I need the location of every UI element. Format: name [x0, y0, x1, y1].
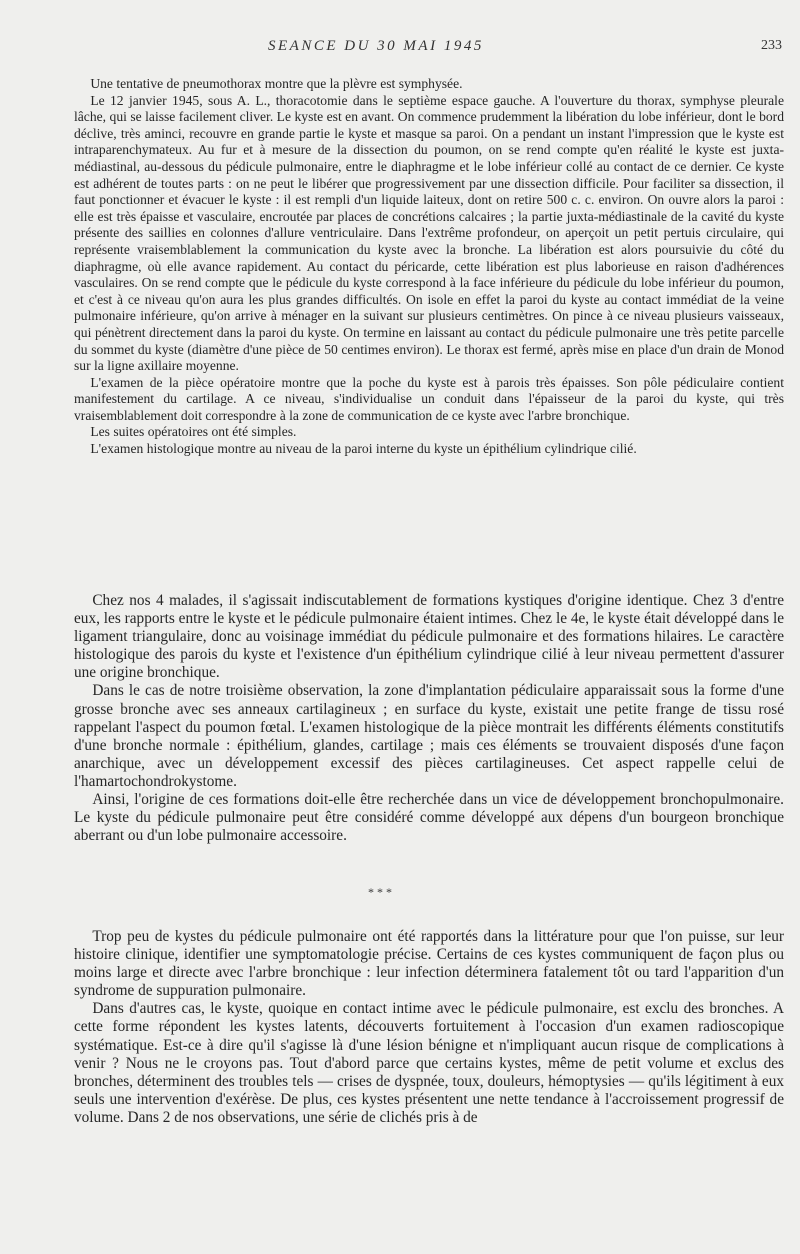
- paragraph: Dans d'autres cas, le kyste, quoique en contact intime avec le pédicule pulmonaire, est exclu des bronches. A cette forme répondent les kystes latents, découverts fortuitement à l'occasion d'un examen radioscopique systématique. Est-ce à dire qu'il s'agisse là d'une lésion bénigne et n'impliquant aucun risque de complications à venir ? Nous ne le croyons pas. Tout d'abord parce que certains kystes, même de petit volume et exclus des bronches, déterminent des troubles tels — crises de dyspnée, toux, douleurs, hémoptysies — qu'ils légitiment à eux seuls une intervention d'exérèse. De plus, ces kystes présentent une nette tendance à l'accroissement progressif de volume. Dans 2 de nos observations, une série de clichés pris à de: [74, 1000, 784, 1126]
- clinical-block: [74, 928, 784, 1127]
- paragraph: Ainsi, l'origine de ces formations doit-elle être recherchée dans un vice de développement bronchopulmonaire. Le kyste du pédicule pulmonaire peut être considéré comme développé aux dépens d'un bourgeon bronchique aberrant ou d'un lobe pulmonaire accessoire.: [74, 791, 784, 845]
- running-title: SEANCE DU 30 MAI 1945: [268, 38, 484, 54]
- paragraph: Les suites opératoires ont été simples.: [90, 424, 297, 440]
- running-header: [0, 38, 800, 62]
- paragraph: Une tentative de pneumothorax montre que la plèvre est symphysée.: [90, 76, 463, 91]
- paragraph: Chez nos 4 malades, il s'agissait indiscutablement de formations kystiques d'origine identique. Chez 3 d'entre eux, les rapports entre le kyste et le pédicule pulmonaire étaient intimes. Chez le 4e, le kyste était développé dans le ligament triangulaire, donc au voisinage immédiat du pédicule pulmonaire et des formations hilaires. Le caractère histologique des parois du kyste et l'existence d'un épithélium cylindrique cilié à leur niveau permettent d'assurer une origine bronchique.: [74, 592, 784, 682]
- discussion-block: [74, 592, 784, 845]
- paragraph: Le 12 janvier 1945, sous A. L., thoracotomie dans le septième espace gauche. A l'ouverture du thorax, symphyse pleurale lâche, qui se laisse facilement cliver. Le kyste est en avant. On commence prudemment la libération du lobe inférieur, dont le bord déclive, très aminci, recouvre en grande partie le kyste et masque sa paroi. On a pendant un instant l'impression que le kyste est intraparenchymateux. Au fur et à mesure de la dissection du poumon, on se rend compte qu'en réalité le kyste est juxta-médiastinal, au-dessous du pédicule pulmonaire, entre le diaphragme et le lobe inférieur collé au contact de ce dernier. Ce kyste est adhérent de toutes parts : on ne peut le libérer que progressivement par une dissection difficile. Pour faciliter sa dissection, il faut ponctionner et évacuer le kyste : il est rempli d'un liquide laiteux, dont on retire 500 c. c. environ. On ouvre alors la paroi : elle est très épaisse et vasculaire, encroutée par places de concrétions calcaires ; la partie juxta-médiastinale de la cavité du kyste présente des saillies en colonnes d'allure ventriculaire. Dans l'extrême profondeur, on aperçoit un petit pertuis circulaire, qui représente vraisemblablement la communication du kyste avec la bronche. La libération est alors poursuivie du côté du diaphragme, où elle avance rapidement. Au contact du péricarde, cette libération est plus laborieuse en raison d'adhérences vasculaires. On se rend compte que le pédicule du kyste correspond à la face inférieure du pédicule du lobe inférieur du poumon, et c'est à ce niveau qu'on aura les plus grandes difficultés. On isole en effet la paroi du kyste au contact immédiat de la veine pulmonaire inférieure, qu'on arrive à ménager en la suivant sur plusieurs centimètres. On pince à ce niveau plusieurs vaisseaux, qui pénètrent directement dans la paroi du kyste. On termine en laissant au contact du pédicule pulmonaire une très petite parcelle du sommet du kyste (diamètre d'une pièce de 50 centimes environ). Le thorax est fermé, après mise en place d'un drain de Monod sur la ligne axillaire moyenne.: [74, 92, 784, 374]
- page-number: 233: [761, 38, 782, 53]
- paragraph: L'examen histologique montre au niveau de la paroi interne du kyste un épithélium cylindrique cilié.: [90, 441, 637, 457]
- paragraph: Trop peu de kystes du pédicule pulmonaire ont été rapportés dans la littérature pour que l'on puisse, sur leur histoire clinique, identifier une symptomatologie précise. Certains de ces kystes communiquent de façon plus ou moins large et directe avec l'arbre bronchique : leur infection déterminera fatalement tôt ou tard l'apparition d'un syndrome de suppuration pulmonaire.: [74, 928, 784, 1000]
- case-report-block: [74, 76, 784, 458]
- paragraph: L'examen de la pièce opératoire montre que la poche du kyste est à parois très épaisses. Son pôle pédiculaire contient manifestement du cartilage. A ce niveau, s'individualise un conduit dans l'épaisseur de la paroi du kyste, qui très vraisemblablement doit correspondre à la zone de communication de ce kyste avec l'arbre bronchique.: [74, 374, 784, 423]
- paragraph: Dans le cas de notre troisième observation, la zone d'implantation pédiculaire apparaissait sous la forme d'une grosse bronche avec ses anneaux cartilagineux ; en surface du kyste, existait une petite frange de tissu rosé rappelant l'aspect du poumon fœtal. L'examen histologique de la pièce montrait les différents éléments constitutifs d'une bronche normale : épithélium, glandes, cartilage ; mais ces éléments se trouvaient disposés d'une façon anarchique, avec un développement excessif des pièces cartilagineuses. Cet aspect rappelle celui de l'hamartochondrokystome.: [74, 682, 784, 790]
- section-separator: * * *: [368, 885, 392, 899]
